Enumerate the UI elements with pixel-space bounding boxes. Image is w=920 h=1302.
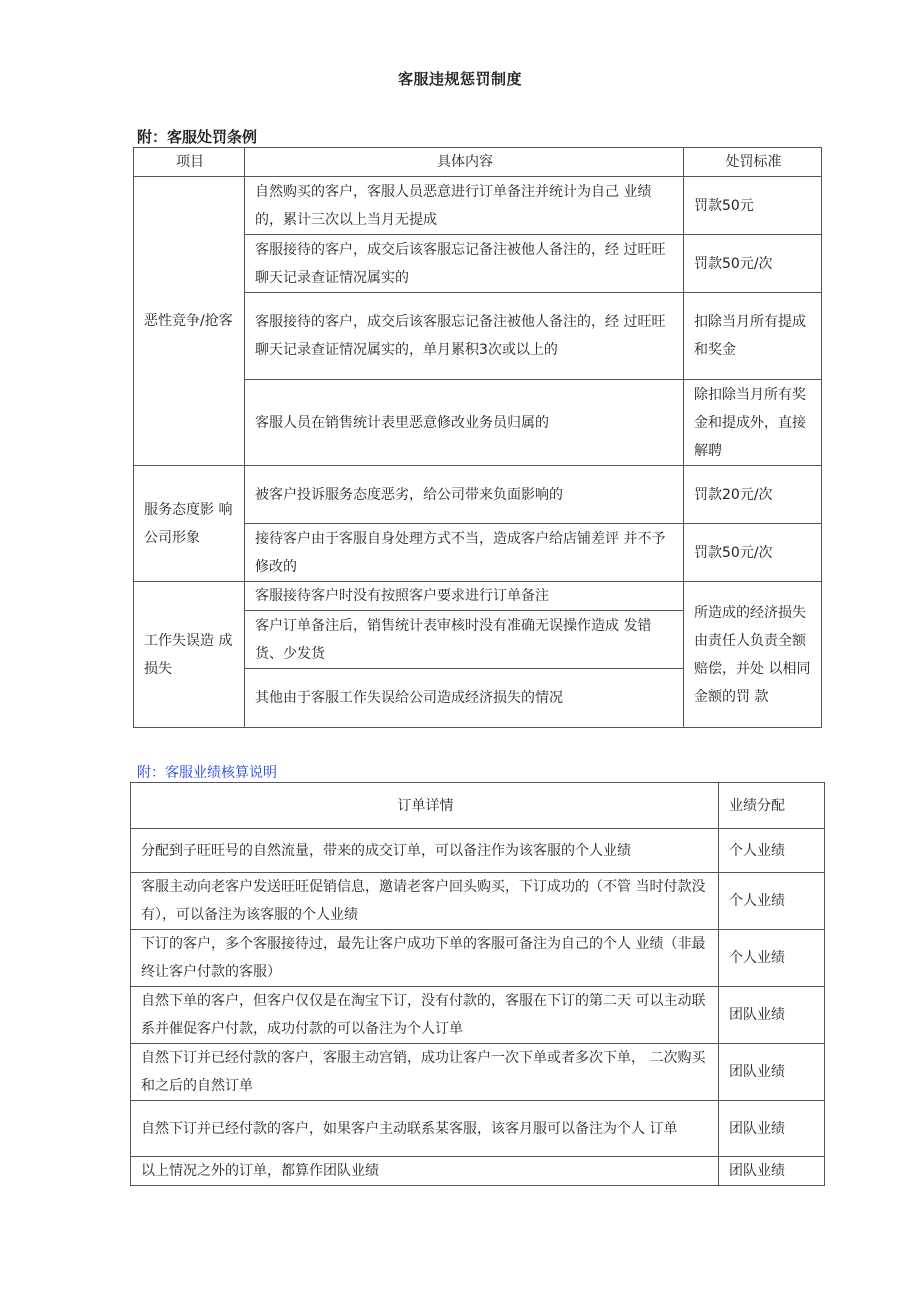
- table-row: [131, 829, 825, 873]
- table-header-row: [134, 148, 822, 177]
- penalty-cell: 罚款50元/次: [684, 524, 822, 582]
- category-cell: 恶性竞争/抢客: [134, 177, 245, 466]
- table-row: [134, 582, 822, 611]
- allocation-cell: 团队业绩: [719, 1044, 825, 1101]
- detail-cell: 以上情况之外的订单，都算作团队业绩: [131, 1157, 719, 1186]
- penalty-table: [133, 147, 822, 728]
- performance-section-heading: 附：客服业绩核算说明: [137, 765, 277, 781]
- category-cell: 服务态度影 响公司形象: [134, 466, 245, 582]
- detail-cell: 自然下单的客户，但客户仅仅是在淘宝下订，没有付款的，客服在下订的第二天 可以主动联系并催促客户付款，成功付款的可以备注为个人订单: [131, 987, 719, 1044]
- penalty-cell: 罚款20元/次: [684, 466, 822, 524]
- content-cell: 被客户投诉服务态度恶劣，给公司带来负面影响的: [245, 466, 684, 524]
- penalty-cell: 所造成的经济损失由责任人负责全额赔偿，并处 以相同金额的罚 款: [684, 582, 822, 728]
- detail-cell: 客服主动向老客户发送旺旺促销信息，邀请老客户回头购买，下订成功的（不管 当时付款没有），可以备注为该客服的个人业绩: [131, 873, 719, 930]
- penalty-cell: 除扣除当月所有奖金和提成外，直接解聘: [684, 380, 822, 466]
- header-item: 项目: [134, 148, 245, 177]
- allocation-cell: 团队业绩: [719, 1157, 825, 1186]
- penalty-cell: 罚款50元/次: [684, 235, 822, 293]
- table-row: [131, 930, 825, 987]
- table-row: [131, 873, 825, 930]
- document-title: 客服违规惩罚制度: [397, 70, 522, 88]
- allocation-cell: 个人业绩: [719, 930, 825, 987]
- penalty-cell: 罚款50元: [684, 177, 822, 235]
- detail-cell: 自然下订并已经付款的客户，如果客户主动联系某客服，该客月服可以备注为个人 订单: [131, 1101, 719, 1157]
- allocation-cell: 个人业绩: [719, 829, 825, 873]
- table-row: [131, 1044, 825, 1101]
- allocation-cell: 团队业绩: [719, 987, 825, 1044]
- content-cell: 客服接待客户时没有按照客户要求进行订单备注: [245, 582, 684, 611]
- category-cell: 工作失误造 成损失: [134, 582, 245, 728]
- table-row: [131, 1157, 825, 1186]
- performance-table: [130, 782, 825, 1186]
- content-cell: 客服接待的客户，成交后该客服忘记备注被他人备注的，经 过旺旺聊天记录查证情况属实的: [245, 235, 684, 293]
- detail-cell: 分配到子旺旺号的自然流量，带来的成交订单，可以备注作为该客服的个人业绩: [131, 829, 719, 873]
- table-row: [134, 177, 822, 235]
- table-row: [131, 987, 825, 1044]
- detail-cell: 自然下订并已经付款的客户，客服主动宫销，成功让客户一次下单或者多次下单， 二次购买和之后的自然订单: [131, 1044, 719, 1101]
- detail-cell: 下订的客户，多个客服接待过，最先让客户成功下单的客服可备注为自己的个人 业绩（非最终让客户付款的客服）: [131, 930, 719, 987]
- content-cell: 其他由于客服工作失误给公司造成经济损失的情况: [245, 669, 684, 728]
- content-cell: 自然购买的客户，客服人员恶意进行订单备注并统计为自己 业绩的，累计三次以上当月无提成: [245, 177, 684, 235]
- allocation-cell: 个人业绩: [719, 873, 825, 930]
- table-header-row: [131, 783, 825, 829]
- table-row: [134, 466, 822, 524]
- content-cell: 客户订单备注后，销售统计表审核时没有准确无误操作造成 发错货、少发货: [245, 611, 684, 669]
- header-order-detail: 订单详情: [131, 783, 719, 829]
- content-cell: 客服接待的客户，成交后该客服忘记备注被他人备注的，经 过旺旺聊天记录查证情况属实的，单月累积3次或以上的: [245, 293, 684, 380]
- penalty-cell: 扣除当月所有提成和奖金: [684, 293, 822, 380]
- table-row: [131, 1101, 825, 1157]
- content-cell: 客服人员在销售统计表里恶意修改业务员归属的: [245, 380, 684, 466]
- header-content: 具体内容: [245, 148, 684, 177]
- allocation-cell: 团队业绩: [719, 1101, 825, 1157]
- header-penalty: 处罚标准: [684, 148, 822, 177]
- content-cell: 接待客户由于客服自身处理方式不当，造成客户给店铺差评 并不予修改的: [245, 524, 684, 582]
- header-allocation: 业绩分配: [719, 783, 825, 829]
- penalty-section-heading: 附：客服处罚条例: [137, 128, 258, 146]
